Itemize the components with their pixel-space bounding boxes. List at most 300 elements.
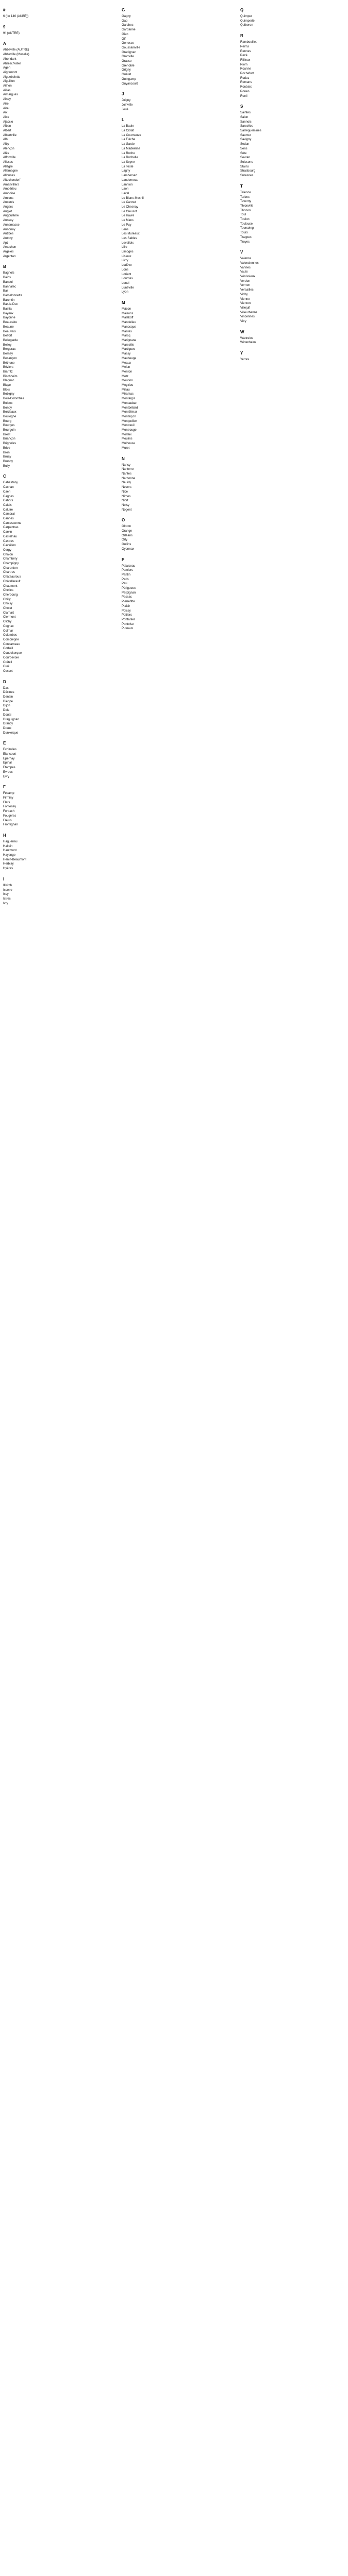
city-link[interactable]: Gif [122, 37, 126, 41]
city-link[interactable]: Cavaillon [3, 544, 16, 548]
city-link[interactable]: Lambersart [122, 174, 138, 178]
city-link[interactable]: Pantin [122, 573, 131, 577]
city-link[interactable]: Périgueux [122, 587, 136, 590]
city-link[interactable]: Pau [122, 582, 127, 586]
city-link[interactable]: Brignoles [3, 442, 16, 446]
city-link[interactable]: Chilly [3, 598, 11, 601]
city-link[interactable]: Besançon [3, 357, 17, 360]
city-link[interactable]: Denain [3, 696, 13, 699]
city-link[interactable]: Gardanne [122, 28, 136, 32]
city-link[interactable]: Cergy [3, 548, 12, 552]
city-link[interactable]: Châteauroux [3, 575, 21, 579]
city-link[interactable]: Castelnau [3, 535, 18, 538]
city-link[interactable]: Vierzon [240, 302, 251, 306]
city-link[interactable]: Chelles [3, 589, 14, 592]
city-link[interactable]: Meudon [122, 379, 133, 383]
city-link[interactable]: Menton [122, 370, 132, 374]
city-link[interactable]: Saumur [240, 133, 252, 137]
city-link[interactable]: Massy [122, 352, 131, 356]
city-link[interactable]: Mulhouse [122, 442, 136, 446]
city-link[interactable]: Belfort [3, 334, 12, 338]
city-link[interactable]: Le Cannet [122, 201, 136, 205]
city-link[interactable]: Annonay [3, 228, 15, 231]
city-link[interactable]: 6 (Ile 146 (AUBE)) [3, 15, 29, 18]
city-link[interactable]: Bourgoin [3, 429, 16, 432]
city-link[interactable]: Perpignan [122, 591, 136, 595]
city-link[interactable]: Dieppe [3, 700, 13, 703]
city-link[interactable]: Alfortville [3, 156, 16, 160]
city-link[interactable]: Roubaix [240, 86, 252, 89]
city-link[interactable]: Vénissieux [240, 275, 256, 279]
city-link[interactable]: Évry [3, 775, 9, 778]
city-link[interactable]: Anglet [3, 210, 12, 213]
city-link[interactable]: Annecy [3, 219, 14, 223]
city-link[interactable]: Gonesse [122, 42, 135, 45]
city-link[interactable]: Bar-le-Duc [3, 303, 18, 307]
city-link[interactable]: Quimperlé [240, 19, 255, 23]
city-link[interactable]: Fontenay [3, 805, 16, 809]
city-link[interactable]: Le Havre [122, 214, 135, 218]
city-link[interactable]: Montpellier [122, 419, 137, 423]
city-link[interactable]: Bolbec [3, 401, 13, 405]
city-link[interactable]: Chartres [3, 571, 15, 574]
city-link[interactable]: Alteckendorf [3, 178, 21, 182]
city-link[interactable]: Frontignan [3, 823, 18, 827]
city-link[interactable]: Nevers [122, 486, 132, 489]
city-link[interactable]: La Garde [122, 143, 135, 146]
city-link[interactable]: Sens [240, 147, 247, 150]
city-link[interactable]: Gradignan [122, 50, 137, 54]
city-link[interactable]: Valenciennes [240, 261, 259, 265]
city-link[interactable]: Alençon [3, 147, 14, 150]
city-link[interactable]: 9'l (AUTRE) [3, 31, 20, 35]
city-link[interactable]: Abbeville (Moselle) [3, 53, 29, 57]
city-link[interactable]: Briançon [3, 437, 15, 441]
city-link[interactable]: Charenton [3, 566, 18, 570]
city-link[interactable]: Bagnols [3, 272, 14, 275]
city-link[interactable]: Nancy [122, 463, 131, 467]
city-link[interactable]: La Baule [122, 125, 134, 128]
city-link[interactable]: Aillas [3, 89, 11, 92]
city-link[interactable]: Bron [3, 451, 10, 454]
city-link[interactable]: Carvin [3, 531, 12, 534]
city-link[interactable]: Caen [3, 490, 11, 494]
city-link[interactable]: Brest [3, 433, 11, 436]
city-link[interactable]: Bondy [3, 406, 12, 410]
city-link[interactable]: Levallois [122, 241, 134, 245]
city-link[interactable]: Wittenheim [240, 341, 256, 345]
city-link[interactable]: Albert [3, 129, 11, 133]
city-link[interactable]: Dole [3, 709, 10, 713]
city-link[interactable]: Niort [122, 499, 128, 503]
city-link[interactable]: Rueil [240, 94, 247, 98]
city-link[interactable]: Bellegarde [3, 339, 18, 342]
city-link[interactable]: Moulins [122, 437, 132, 441]
city-link[interactable]: Montauban [122, 401, 138, 405]
city-link[interactable]: Cholet [3, 607, 12, 611]
city-link[interactable]: Le Puy [122, 223, 131, 227]
city-link[interactable]: Grenoble [122, 64, 135, 67]
city-link[interactable]: Amboise [3, 192, 15, 195]
city-link[interactable]: Plaisir [122, 604, 130, 608]
city-link[interactable]: Abbeville (AUTRE) [3, 48, 29, 52]
city-link[interactable]: Décines [3, 691, 14, 694]
city-link[interactable]: Arcachon [3, 246, 16, 249]
city-link[interactable]: Cahors [3, 499, 13, 503]
city-link[interactable]: Allonnes [3, 174, 15, 178]
city-link[interactable]: Poitiers [122, 614, 132, 617]
city-link[interactable]: La Madeleine [122, 147, 141, 150]
city-link[interactable]: Muret [122, 446, 130, 450]
city-link[interactable]: Limoges [122, 250, 134, 254]
city-link[interactable]: Suresnes [240, 174, 254, 178]
city-link[interactable]: Palaiseau [122, 564, 136, 568]
city-link[interactable]: Bully [3, 464, 10, 468]
city-link[interactable]: Dijon [3, 704, 10, 708]
city-link[interactable]: Miramas [122, 393, 134, 396]
city-link[interactable]: Pessac [122, 596, 132, 599]
city-link[interactable]: Illkirch [3, 884, 12, 887]
city-link[interactable]: Aix [3, 111, 8, 115]
city-link[interactable]: Amanvillers [3, 183, 20, 187]
city-link[interactable]: Joinville [122, 103, 133, 107]
city-link[interactable]: Allemagne [3, 170, 18, 173]
city-link[interactable]: Concarneau [3, 642, 20, 646]
city-link[interactable]: Granville [122, 55, 134, 59]
city-link[interactable]: Cherbourg [3, 593, 18, 597]
city-link[interactable]: Villejuif [240, 306, 250, 310]
city-link[interactable]: Montrouge [122, 429, 137, 432]
city-link[interactable]: Les Mureaux [122, 232, 140, 236]
city-link[interactable]: Blaye [3, 384, 11, 387]
city-link[interactable]: Ailhon [3, 84, 12, 88]
city-link[interactable]: Savigny [240, 138, 252, 142]
city-link[interactable]: Angers [3, 206, 13, 209]
city-link[interactable]: Ancenis [3, 201, 14, 205]
city-link[interactable]: Bruay [3, 455, 11, 459]
city-link[interactable]: Annemasse [3, 223, 20, 227]
city-link[interactable]: Gagny [122, 15, 131, 18]
city-link[interactable]: Issoire [3, 888, 12, 892]
city-link[interactable]: Talence [240, 191, 251, 194]
city-link[interactable]: Saintes [240, 111, 251, 115]
city-link[interactable]: Marseille [122, 343, 135, 347]
city-link[interactable]: Flers [3, 801, 10, 804]
city-link[interactable]: Salon [240, 115, 248, 119]
city-link[interactable]: Aixe [3, 115, 9, 119]
city-link[interactable]: Aimargues [3, 93, 18, 97]
city-link[interactable]: Tours [240, 231, 248, 235]
city-link[interactable]: Cambrai [3, 513, 15, 516]
city-link[interactable]: Pontoise [122, 622, 134, 626]
city-link[interactable]: Halluin [3, 844, 13, 848]
city-link[interactable]: Vannes [240, 266, 251, 269]
city-link[interactable]: Hautmont [3, 849, 17, 853]
city-link[interactable]: Malakoff [122, 316, 134, 320]
city-link[interactable]: Pontarlier [122, 618, 135, 621]
city-link[interactable]: Istres [3, 897, 11, 901]
city-link[interactable]: Ambérieu [3, 188, 16, 191]
city-link[interactable]: Alby [3, 143, 9, 146]
city-link[interactable]: Thonon [240, 209, 251, 212]
city-link[interactable]: Lourdes [122, 277, 133, 281]
city-link[interactable]: Blois [3, 388, 10, 392]
city-link[interactable]: Drancy [3, 722, 13, 726]
city-link[interactable]: Clermont [3, 616, 16, 619]
city-link[interactable]: Toulouse [240, 222, 253, 226]
city-link[interactable]: Morlaix [122, 433, 132, 436]
city-link[interactable]: Hénin-Beaumont [3, 858, 27, 861]
city-link[interactable]: Blagnac [3, 379, 14, 383]
city-link[interactable]: Versailles [240, 289, 254, 292]
city-link[interactable]: Bandol [3, 280, 13, 284]
city-link[interactable]: Nice [122, 490, 128, 494]
city-link[interactable]: Vienne [240, 297, 250, 301]
city-link[interactable]: Angoulême [3, 214, 19, 218]
city-link[interactable]: Goussainville [122, 46, 140, 49]
city-link[interactable]: Bischheim [3, 375, 18, 378]
city-link[interactable]: Corbeil [3, 647, 13, 651]
city-link[interactable]: Rillieux [240, 58, 251, 62]
city-link[interactable]: Manosque [122, 325, 137, 329]
city-link[interactable]: Aigremont [3, 71, 18, 74]
city-link[interactable]: Épernay [3, 757, 15, 760]
city-link[interactable]: Herblay [3, 862, 14, 866]
city-link[interactable]: Cannes [3, 517, 14, 521]
city-link[interactable]: Bastia [3, 308, 12, 311]
city-link[interactable]: Garches [122, 24, 134, 27]
city-link[interactable]: Aire [3, 102, 9, 106]
city-link[interactable]: Hayange [3, 854, 16, 857]
city-link[interactable]: Vaulx [240, 270, 248, 274]
city-link[interactable]: Abreschviller [3, 62, 21, 65]
city-link[interactable]: La Flèche [122, 138, 136, 142]
city-link[interactable]: Coudekerque [3, 652, 22, 655]
city-link[interactable]: Lens [122, 228, 129, 231]
city-link[interactable]: Le Mans [122, 219, 134, 223]
city-link[interactable]: Neuilly [122, 481, 131, 485]
city-link[interactable]: Laon [122, 188, 129, 191]
city-link[interactable]: Clamart [3, 611, 14, 615]
city-link[interactable]: Riom [240, 63, 248, 66]
city-link[interactable]: La Ciotat [122, 129, 135, 133]
city-link[interactable]: Sannois [240, 120, 252, 124]
city-link[interactable]: Cachan [3, 486, 14, 489]
city-link[interactable]: Béziers [3, 366, 14, 369]
city-link[interactable]: Vitry [240, 320, 246, 324]
city-link[interactable]: Épinal [3, 761, 12, 765]
city-link[interactable]: Barcelonnette [3, 294, 23, 297]
city-link[interactable]: Rouen [240, 90, 250, 93]
city-link[interactable]: Antony [3, 236, 13, 240]
city-link[interactable]: Quiberon [240, 24, 253, 27]
city-link[interactable]: Mâcon [122, 308, 131, 311]
city-link[interactable]: Montluçon [122, 415, 136, 418]
city-link[interactable]: Colmar [3, 629, 13, 633]
city-link[interactable]: Lodève [122, 264, 132, 267]
city-link[interactable]: Lorient [122, 273, 131, 276]
city-link[interactable]: Oloron [122, 525, 131, 529]
city-link[interactable]: Montreuil [122, 424, 135, 428]
city-link[interactable]: Aiguebelette [3, 75, 21, 79]
city-link[interactable]: Clichy [3, 620, 12, 624]
city-link[interactable]: Compiègne [3, 638, 19, 641]
city-link[interactable]: Cabestany [3, 481, 18, 485]
city-link[interactable]: Mantes [122, 330, 132, 333]
city-link[interactable]: Marcq [122, 334, 130, 338]
city-link[interactable]: Issy [3, 893, 9, 896]
city-link[interactable]: Le Creusot [122, 210, 137, 213]
city-link[interactable]: Lons [122, 268, 129, 272]
city-link[interactable]: Courbevoie [3, 656, 19, 659]
city-link[interactable]: Oyonnax [122, 547, 135, 551]
city-link[interactable]: Toulon [240, 218, 250, 222]
city-link[interactable]: La Teste [122, 165, 134, 168]
city-link[interactable]: Nogent [122, 508, 132, 512]
city-link[interactable]: Créteil [3, 660, 12, 664]
city-link[interactable]: Montargis [122, 397, 136, 401]
city-link[interactable]: Alban [3, 125, 11, 128]
city-link[interactable]: Montbéliard [122, 406, 138, 410]
city-link[interactable]: Ivry [3, 902, 8, 905]
city-link[interactable]: Valence [240, 257, 252, 261]
city-link[interactable]: Caluire [3, 508, 13, 512]
city-link[interactable]: Carcassonne [3, 521, 22, 525]
city-link[interactable]: Forbach [3, 810, 15, 814]
city-link[interactable]: Gien [122, 32, 128, 36]
city-link[interactable]: Narbonne [122, 477, 136, 480]
city-link[interactable]: Sète [240, 151, 247, 155]
city-link[interactable]: Livry [122, 259, 128, 263]
city-link[interactable]: Orléans [122, 534, 133, 537]
city-link[interactable]: Cagnes [3, 495, 14, 498]
city-link[interactable]: Châtellerault [3, 580, 21, 583]
city-link[interactable]: Maubeuge [122, 357, 137, 360]
city-link[interactable]: Brunoy [3, 460, 13, 463]
city-link[interactable]: La Courneuve [122, 133, 141, 137]
city-link[interactable]: Lagny [122, 170, 130, 173]
city-link[interactable]: Amiens [3, 196, 14, 200]
city-link[interactable]: Chalon [3, 553, 13, 556]
city-link[interactable]: Fougères [3, 814, 16, 818]
city-link[interactable]: Guingamp [122, 77, 136, 81]
city-link[interactable]: Pierrefitte [122, 600, 135, 604]
city-link[interactable]: Montélimar [122, 411, 137, 414]
city-link[interactable]: Vernon [240, 284, 251, 287]
city-link[interactable]: Sarcelles [240, 125, 253, 128]
city-link[interactable]: Orly [122, 538, 127, 542]
city-link[interactable]: Albi [3, 138, 9, 142]
city-link[interactable]: Landerneau [122, 178, 139, 182]
city-link[interactable]: Sarreguemines [240, 129, 261, 133]
city-link[interactable]: Dunkerque [3, 731, 19, 735]
city-link[interactable]: Rochefort [240, 72, 254, 76]
city-link[interactable]: Beaune [3, 325, 14, 329]
city-link[interactable]: Alissas [3, 160, 13, 164]
city-link[interactable]: Taverny [240, 200, 252, 204]
city-link[interactable]: Puteaux [122, 627, 134, 631]
city-link[interactable]: La Seyne [122, 160, 135, 164]
city-link[interactable]: Beauvais [3, 330, 16, 333]
city-link[interactable]: Bains [3, 276, 11, 280]
city-link[interactable]: Abondant [3, 57, 16, 61]
city-link[interactable]: Le Chesnay [122, 206, 139, 209]
city-link[interactable]: Bar [3, 290, 8, 293]
city-link[interactable]: Ainay [3, 98, 11, 101]
city-link[interactable]: Hyères [3, 867, 13, 871]
city-link[interactable]: Quimper [240, 15, 253, 18]
city-link[interactable]: Colombes [3, 634, 18, 637]
city-link[interactable]: Romans [240, 81, 252, 84]
city-link[interactable]: Marignane [122, 339, 137, 342]
city-link[interactable]: Élancourt [3, 753, 16, 756]
city-link[interactable]: Cusset [3, 669, 13, 673]
city-link[interactable]: Bobigny [3, 393, 14, 396]
city-link[interactable]: Joué [122, 108, 129, 111]
city-link[interactable]: Nantes [122, 472, 132, 476]
city-link[interactable]: Gap [122, 19, 128, 23]
city-link[interactable]: Trappes [240, 235, 252, 239]
city-link[interactable]: Troyes [240, 240, 250, 244]
city-link[interactable]: Lyon [122, 291, 128, 294]
city-link[interactable]: Bourg [3, 419, 12, 423]
city-link[interactable]: Strasbourg [240, 170, 256, 173]
city-link[interactable]: Millau [122, 388, 130, 392]
city-link[interactable]: Tourcoing [240, 227, 254, 230]
city-link[interactable]: Laval [122, 192, 129, 195]
city-link[interactable]: Lunel [122, 281, 129, 285]
city-link[interactable]: Draguignan [3, 718, 20, 721]
city-link[interactable]: Vichy [240, 293, 248, 296]
city-link[interactable]: Bayeux [3, 312, 14, 315]
city-link[interactable]: Lannion [122, 183, 133, 187]
city-link[interactable]: Sedan [240, 143, 250, 146]
city-link[interactable]: Carpentras [3, 526, 19, 530]
city-link[interactable]: Nanterre [122, 468, 134, 471]
city-link[interactable]: Chambéry [3, 557, 18, 561]
city-link[interactable]: Grigny [122, 69, 131, 72]
city-link[interactable]: Étampes [3, 766, 15, 770]
city-link[interactable]: Allègre [3, 165, 13, 168]
city-link[interactable]: Beaucaire [3, 321, 18, 325]
city-link[interactable]: Lisieux [122, 255, 131, 258]
city-link[interactable]: Agen [3, 66, 11, 70]
city-link[interactable]: Lunéville [122, 286, 134, 290]
city-link[interactable]: Aiguillon [3, 80, 15, 83]
city-link[interactable]: Melun [122, 366, 130, 369]
city-link[interactable]: Toul [240, 213, 246, 217]
city-link[interactable]: Argentan [3, 255, 16, 258]
city-link[interactable]: Bordeaux [3, 411, 16, 414]
city-link[interactable]: Bayonne [3, 316, 15, 320]
city-link[interactable]: Paris [122, 578, 129, 581]
city-link[interactable]: Les Sables [122, 236, 137, 240]
city-link[interactable]: Verdun [240, 279, 251, 283]
city-link[interactable]: Villeurbanne [240, 311, 258, 314]
city-link[interactable]: Guyancourt [122, 82, 138, 86]
city-link[interactable]: Dreux [3, 726, 12, 730]
city-link[interactable]: Lille [122, 246, 127, 249]
city-link[interactable]: Airel [3, 107, 10, 110]
city-link[interactable]: Argelès [3, 250, 14, 254]
city-link[interactable]: Pamiers [122, 569, 134, 572]
city-link[interactable]: Metz [122, 375, 129, 378]
city-link[interactable]: Belley [3, 343, 12, 347]
city-link[interactable]: Soissons [240, 160, 253, 164]
city-link[interactable]: Roanne [240, 67, 252, 71]
city-link[interactable]: Apt [3, 241, 8, 245]
city-link[interactable]: Champigny [3, 562, 19, 566]
